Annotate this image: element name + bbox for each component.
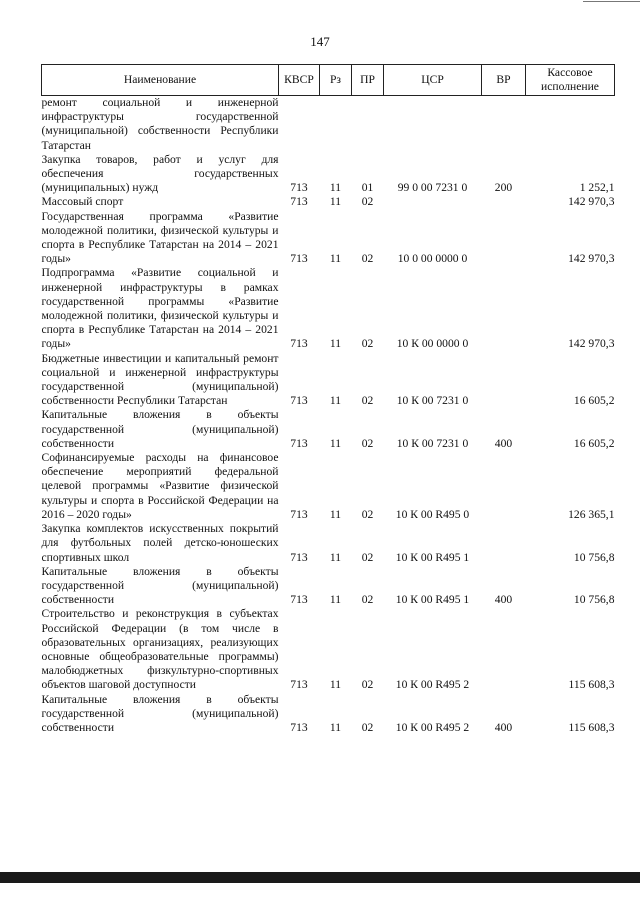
table-row [42, 195, 615, 209]
row-kvsr: 713 [290, 337, 308, 351]
header-rz: Рз [320, 65, 352, 96]
header-name: Наименование [42, 65, 279, 96]
table-body [42, 96, 615, 736]
row-pr: 01 [361, 181, 374, 195]
row-kvsr: 713 [290, 678, 308, 692]
row-pr: 02 [361, 195, 374, 209]
row-kvsr: 713 [290, 550, 308, 564]
row-amount: 16 605,2 [573, 436, 615, 450]
row-kvsr: 713 [290, 720, 308, 734]
page-number: 147 [310, 34, 330, 49]
row-amount: 142 970,3 [568, 252, 615, 266]
row-csr: 10 К 00 R495 1 [395, 593, 470, 607]
row-pr: 02 [361, 593, 374, 607]
row-csr: 10 К 00 7231 0 [396, 436, 469, 450]
row-amount: 1 252,1 [579, 181, 615, 195]
row-pr: 02 [361, 252, 374, 266]
row-kvsr: 713 [290, 195, 308, 209]
row-name: Закупка товаров, работ и услуг для обеспечения государственных (муниципальных) нужд [41, 152, 279, 195]
row-name: Софинансируемые расходы на финансовое обеспечение мероприятий федеральной целевой программы «Развитие физической культуры и спорта в Российской Федерации на 2016 – 2020 годы» [41, 451, 279, 521]
row-rz: 11 [329, 720, 342, 734]
table-row [42, 693, 615, 736]
row-name: Капитальные вложения в объекты государственной (муниципальной) собственности [41, 408, 279, 450]
row-rz [320, 96, 352, 153]
row-amount: 142 970,3 [568, 195, 615, 209]
row-kvsr [279, 96, 320, 153]
row-vr [482, 352, 526, 409]
table-header-row [42, 65, 615, 96]
row-pr: 02 [361, 720, 374, 734]
row-kvsr: 713 [290, 436, 308, 450]
row-rz: 11 [329, 678, 342, 692]
row-rz: 11 [329, 507, 342, 521]
row-rz: 11 [329, 593, 342, 607]
row-name: Бюджетные инвестиции и капитальный ремонт социальной и инженерной инфраструктуры государственной (муниципальной) собственности Республики Татарстан [41, 351, 279, 408]
table-row [42, 266, 615, 351]
row-rz: 11 [329, 394, 342, 408]
row-rz: 11 [329, 195, 342, 209]
row-csr: 10 К 00 R495 2 [395, 720, 470, 734]
row-csr [384, 96, 482, 153]
row-vr [482, 96, 526, 153]
row-csr: 99 0 00 7231 0 [397, 181, 468, 195]
table-row [42, 522, 615, 565]
row-kvsr: 713 [290, 394, 308, 408]
header-amount: Кассовое исполнение [526, 65, 615, 96]
table-row [42, 352, 615, 409]
row-vr [482, 195, 526, 209]
row-rz: 11 [329, 337, 342, 351]
row-name: Закупка комплектов искусственных покрытий для футбольных полей детско-юношеских спортивных школ [41, 522, 279, 564]
row-amount [526, 96, 615, 153]
row-name: Капитальные вложения в объекты государственной (муниципальной) собственности [41, 564, 279, 607]
row-pr [352, 96, 384, 153]
table-row [42, 565, 615, 608]
row-name: Капитальные вложения в объекты государственной (муниципальной) собственности [41, 692, 279, 734]
row-pr: 02 [361, 436, 374, 450]
row-pr: 02 [361, 678, 374, 692]
row-kvsr: 713 [290, 507, 308, 521]
row-kvsr: 713 [290, 252, 308, 266]
row-pr: 02 [361, 394, 374, 408]
row-csr: 10 К 00 R495 2 [395, 678, 470, 692]
row-pr: 02 [361, 337, 374, 351]
row-vr: 400 [494, 593, 513, 607]
row-rz: 11 [329, 550, 342, 564]
table-row [42, 96, 615, 153]
row-vr [482, 607, 526, 692]
budget-table [41, 64, 615, 735]
row-kvsr: 713 [290, 181, 308, 195]
row-name: Строительство и реконструкция в субъектах Российской Федерации (в том числе в образовательных организациях, реализующих основные общеобразовательные программы) малобюджетных физкультурно-спортивных объектов шаговой доступности [41, 607, 279, 692]
row-rz: 11 [329, 181, 342, 195]
row-amount: 142 970,3 [568, 337, 615, 351]
row-vr [482, 266, 526, 351]
row-amount: 10 756,8 [573, 550, 615, 564]
table-row [42, 607, 615, 692]
row-name: Государственная программа «Развитие молодежной политики, физической культуры и спорта в Республике Татарстан на 2014 – 2021 годы» [41, 209, 279, 266]
row-kvsr: 713 [290, 593, 308, 607]
header-pr: ПР [352, 65, 384, 96]
top-rule [583, 1, 640, 2]
table-row [42, 451, 615, 522]
row-csr: 10 К 00 R495 0 [395, 507, 470, 521]
row-csr: 10 К 00 R495 1 [395, 550, 470, 564]
row-csr: 10 К 00 0000 0 [396, 337, 469, 351]
row-vr: 400 [494, 436, 513, 450]
table-row [42, 408, 615, 451]
row-csr: 10 К 00 7231 0 [396, 394, 469, 408]
row-vr: 200 [494, 181, 513, 195]
row-csr [384, 195, 482, 209]
table-row [42, 210, 615, 267]
row-name: Массовый спорт [41, 195, 124, 209]
row-pr: 02 [361, 507, 374, 521]
row-amount: 115 608,3 [568, 720, 615, 734]
row-pr: 02 [361, 550, 374, 564]
header-csr: ЦСР [384, 65, 482, 96]
row-name: ремонт социальной и инженерной инфраструктуры государственной (муниципальной) собственности Республики Татарстан [41, 96, 279, 152]
row-name: Подпрограмма «Развитие социальной и инженерной инфраструктуры в рамках государственной программы «Развитие молодежной политики, физической культуры и спорта в Республике Татарстан на 2014 – 2021 годы» [41, 266, 279, 351]
row-amount: 115 608,3 [568, 678, 615, 692]
row-vr [482, 451, 526, 522]
row-rz: 11 [329, 252, 342, 266]
row-amount: 126 365,1 [568, 507, 615, 521]
row-vr [482, 522, 526, 565]
row-csr: 10 0 00 0000 0 [397, 252, 468, 266]
row-rz: 11 [329, 436, 342, 450]
row-amount: 16 605,2 [573, 394, 615, 408]
header-vr: ВР [482, 65, 526, 96]
row-amount: 10 756,8 [573, 593, 615, 607]
header-kvsr: КВСР [279, 65, 320, 96]
table-row [42, 153, 615, 196]
row-vr: 400 [494, 720, 513, 734]
scan-edge-bar [0, 872, 640, 883]
row-vr [482, 210, 526, 267]
